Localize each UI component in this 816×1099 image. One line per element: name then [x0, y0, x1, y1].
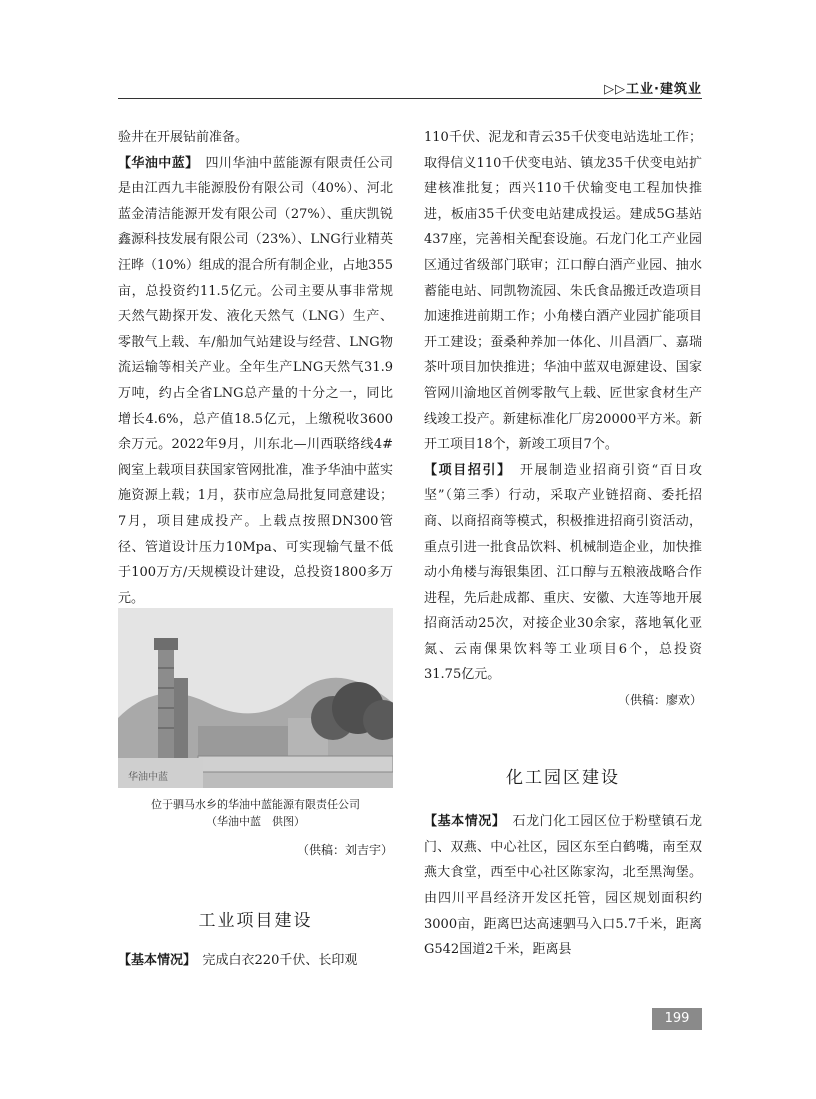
photo-sign-text: 华油中蓝 [128, 772, 168, 783]
left-column [118, 125, 393, 611]
page-number: 199 [652, 1008, 702, 1030]
right-paragraph-2 [424, 458, 702, 688]
left-column-lower [118, 838, 393, 974]
right-paragraph-1: 110千伏、泥龙和青云35千伏变电站选址工作；取得信义110千伏变电站、镇龙35千伏变电站扩建核准批复；西兴110千伏输变电工程加快推进，板庙35千伏变电站建成投运。建成5G基站437座，完善相关配套设施。石龙门化工产业园区通过省级部门联审；江口醇白酒产业园、抽水蓄能电站、同凯物流园、朱氏食品搬迁改造项目加速推进前期工作；小角楼白酒产业园扩能项目开工建设；蚕桑种养加一体化、川昌酒厂、嘉瑞茶叶项目加快推进；华油中蓝双电源建设、国家管网川渝地区首例零散气上载、匠世家食材生产线竣工投产。新建标准化厂房20000平方米。新开工项目18个，新竣工项目7个。 [424, 130, 702, 453]
entry-heading: 【基本情况】 [424, 814, 499, 830]
right-paragraph-3 [424, 809, 702, 963]
running-header [118, 76, 702, 99]
left-credit: （供稿：刘吉宇） [296, 843, 393, 857]
entry-heading: 【华油中蓝】 [118, 155, 193, 171]
entry-body: 开展制造业招商引资“百日攻坚”（第三季）行动，采取产业链招商、委托招商、以商招商等模式，积极推进招商引资活动，重点引进一批食品饮料、机械制造企业，加快推动小角楼与海银集团、江口醇与五粮液战略合作进程，先后赴成都、重庆、安徽、大连等地开展招商活动25次，对接企业30余家，落地氧化亚氮、云南倮果饮料等工业项目6个，总投资31.75亿元。 [424, 462, 702, 683]
caption-line-2: （华油中蓝 供图） [206, 815, 305, 828]
left-paragraph-1: 验井在开展钻前准备。 [118, 130, 249, 145]
right-credit: （供稿：廖欢） [617, 693, 702, 708]
photo-caption [118, 796, 393, 830]
right-column [424, 125, 702, 963]
factory-illustration [118, 608, 393, 788]
section-header-text: ▷▷工业·建筑业 [604, 82, 702, 97]
entry-body: 石龙门化工园区位于粉壁镇石龙门、双燕、中心社区，园区东至白鹤嘴，南至双燕大食堂，西至中心社区陈家沟，北至黑淘堡。由四川平昌经济开发区托管，园区规划面积约3000亩，距离巴达高速驷马入口5.7千米，距离G542国道2千米，距离县 [424, 814, 702, 958]
entry-heading: 【基本情况】 [118, 953, 190, 969]
entry-body: 四川华油中蓝能源有限责任公司是由江西九丰能源股份有限公司（40%）、河北蓝金清洁能源开发有限公司（27%）、重庆凯锐鑫源科技发展有限公司（23%）、LNG行业精英汪晔（10%）组成的混合所有制企业，占地355亩，总投资约11.5亿元。公司主要从事非常规天然气勘探开发、液化天然气（LNG）生产、零散气上载、车/船加气站建设与经营、LNG物流运输等相关产业。全年生产LNG天然气31.9万吨，约占全省LNG总产量的十分之一，同比增长4.6%，总产值18.5亿元，上缴税收3600余万元。2022年9月，川东北—川西联络线4#阀室上载项目获国家管网批准，准予华油中蓝实施资源上载；1月，获市应急局批复同意建设；7月，项目建成投产。上载点按照DN300管径、管道设计压力10Mpa、可实现输气量不低于100万方/天规模设计建设，总投资1800多万元。 [118, 155, 393, 606]
left-paragraph-3 [118, 948, 393, 974]
left-paragraph-2 [118, 151, 393, 612]
factory-photo [118, 608, 393, 788]
section-title-chemical-park: 化工园区建设 [506, 767, 620, 788]
section-title-industrial-projects: 工业项目建设 [198, 910, 313, 931]
entry-body: 完成白衣220千伏、长印观 [202, 953, 358, 969]
caption-line-1: 位于驷马水乡的华油中蓝能源有限责任公司 [151, 798, 360, 811]
entry-heading: 【项目招引】 [424, 462, 506, 478]
